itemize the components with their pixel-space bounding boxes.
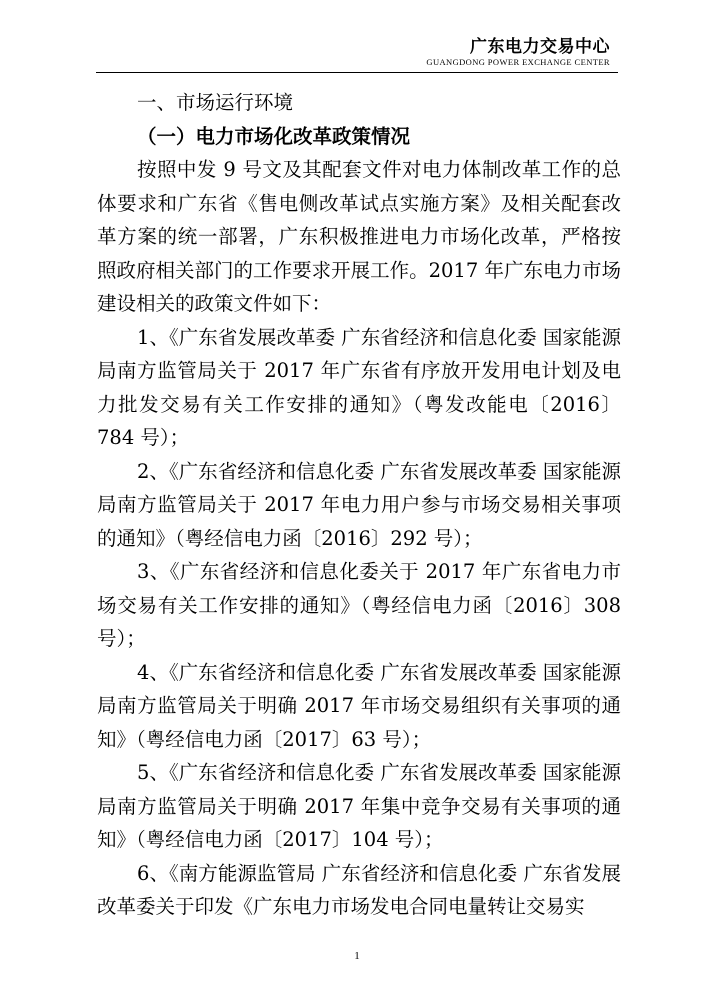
document-body: [97, 86, 621, 924]
header-rule: [96, 72, 618, 73]
policy-item-3: 3、《广东省经济和信息化委关于 2017 年广东省电力市场交易有关工作安排的通知》（粤经信电力函〔2016〕308 号）；: [97, 560, 621, 650]
policy-item-4: 4、《广东省经济和信息化委 广东省发展改革委 国家能源局南方监管局关于明确 2017 年市场交易组织有关事项的通知》（粤经信电力函〔2017〕63 号）；: [97, 660, 621, 751]
page-number: 1: [354, 950, 360, 962]
header-org-name-cn: 广东电力交易中心: [470, 37, 610, 57]
policy-item-5: 5、《广东省经济和信息化委 广东省发展改革委 国家能源局南方监管局关于明确 2017 年集中竞争交易有关事项的通知》（粤经信电力函〔2017〕104 号）；: [97, 761, 621, 851]
policy-item-6: 6、《南方能源监管局 广东省经济和信息化委 广东省发展改革委关于印发《广东电力市场发电合同电量转让交易实: [97, 861, 621, 918]
page-header: [0, 30, 714, 75]
section-title: 一、市场运行环境: [137, 91, 294, 114]
policy-item-1: 1、《广东省发展改革委 广东省经济和信息化委 国家能源局南方监管局关于 2017 年广东省有序放开发用电计划及电力批发交易有关工作安排的通知》（粤发改能电〔2016〕784 号）；: [97, 325, 621, 449]
header-org-name-en: GUANGDONG POWER EXCHANGE CENTER: [426, 57, 610, 67]
subsection-title: （一）电力市场化改革政策情况: [137, 124, 411, 148]
intro-paragraph: 按照中发 9 号文及其配套文件对电力体制改革工作的总体要求和广东省《售电侧改革试点实施方案》及相关配套改革方案的统一部署，广东积极推进电力市场化改革，严格按照政府相关部门的工作要求开展工作。2017 年广东电力市场建设相关的政策文件如下：: [97, 158, 621, 315]
policy-item-2: 2、《广东省经济和信息化委 广东省发展改革委 国家能源局南方监管局关于 2017 年电力用户参与市场交易相关事项的通知》（粤经信电力函〔2016〕292 号）；: [97, 459, 621, 550]
